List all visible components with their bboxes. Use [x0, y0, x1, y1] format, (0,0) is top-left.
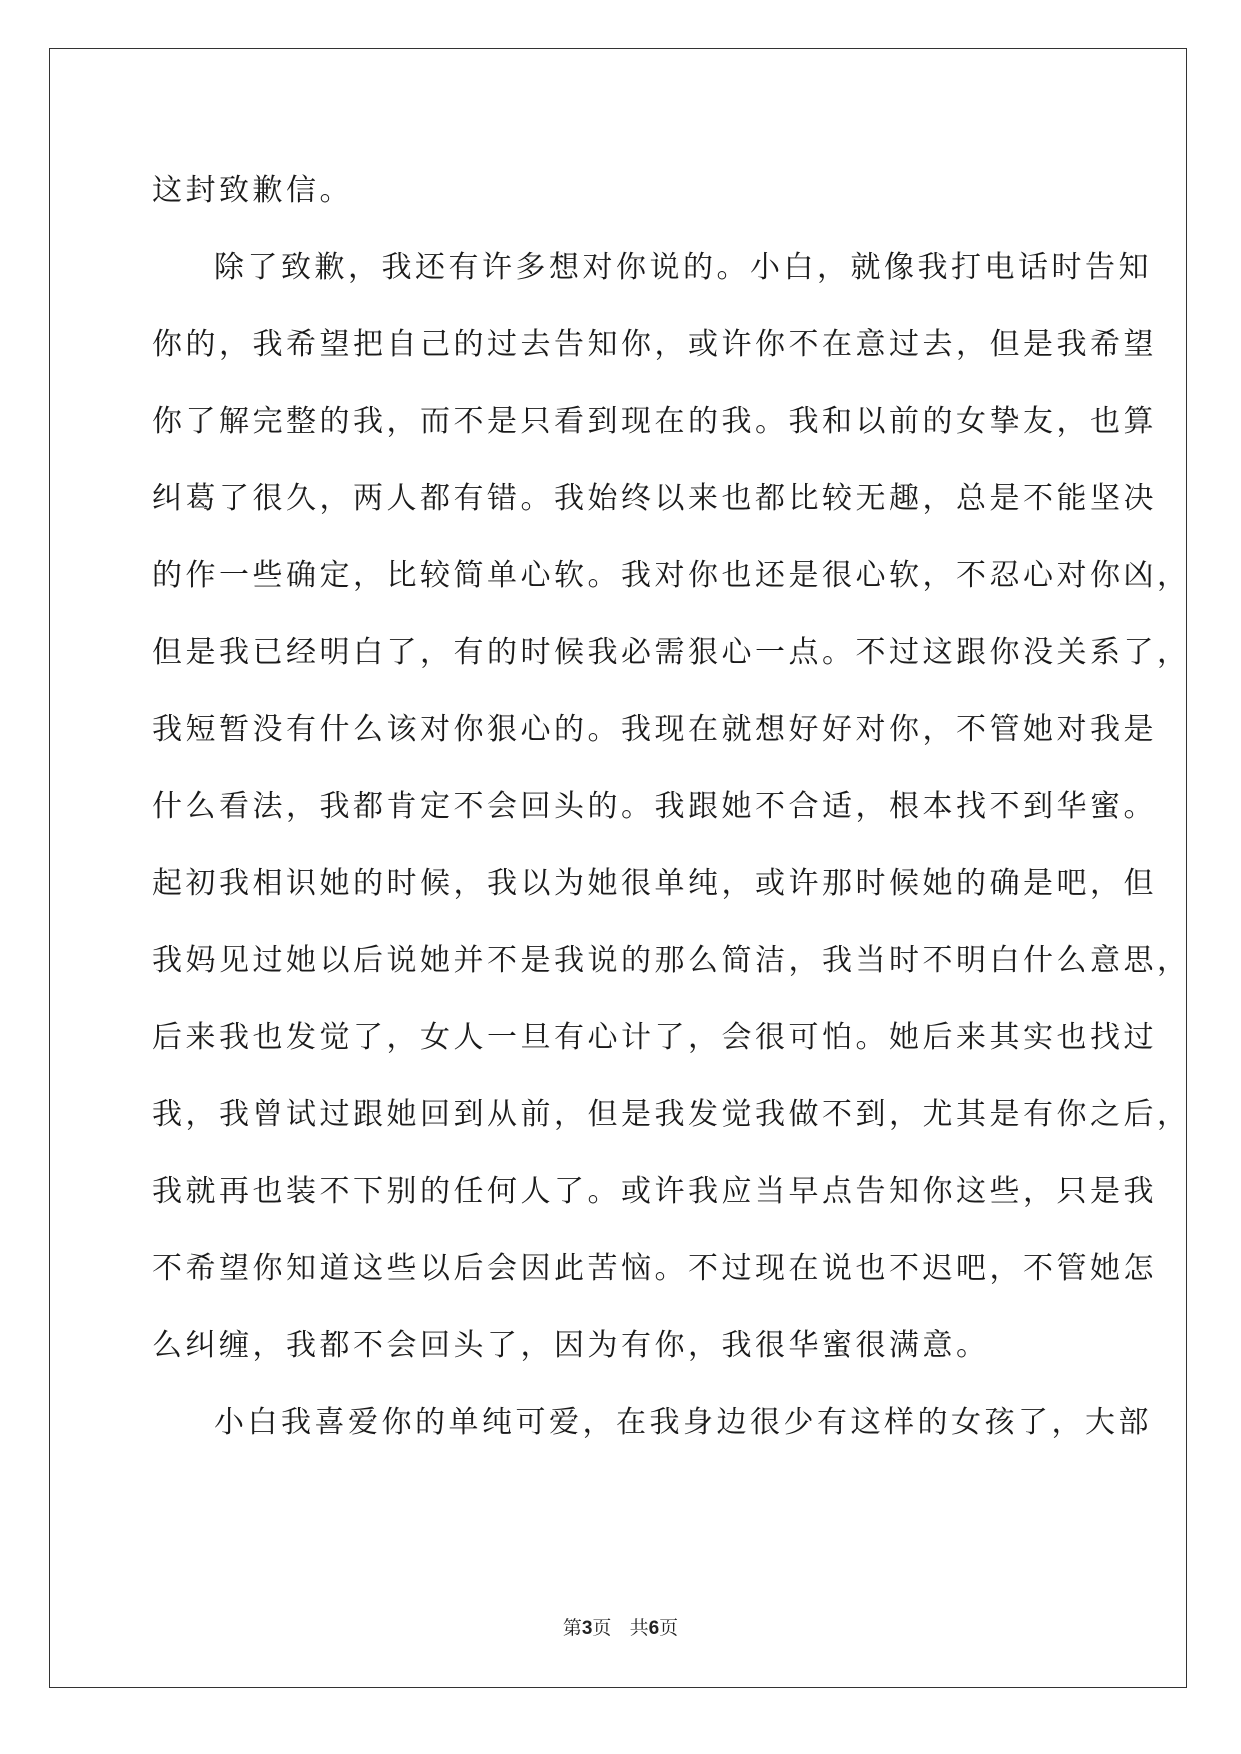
text-line: 我就再也装不下别的任何人了。或许我应当早点告知你这些，只是我 — [152, 1174, 1157, 1209]
text-line: 这封致歉信。 — [152, 173, 353, 208]
text-line: 起初我相识她的时候，我以为她很单纯，或许那时候她的确是吧，但 — [152, 866, 1157, 901]
text-line: 你的，我希望把自己的过去告知你，或许你不在意过去，但是我希望 — [152, 327, 1157, 362]
text-line: 后来我也发觉了，女人一旦有心计了，会很可怕。她后来其实也找过 — [152, 1020, 1157, 1055]
text-line: 什么看法，我都肯定不会回头的。我跟她不合适，根本找不到华蜜。 — [152, 789, 1157, 824]
text-line: 但是我已经明白了，有的时候我必需狠心一点。不过这跟你没关系了， — [152, 635, 1191, 670]
total-pages: 6 — [648, 1618, 660, 1639]
text-line: 纠葛了很久，两人都有错。我始终以来也都比较无趣，总是不能坚决 — [152, 481, 1157, 516]
page-prefix: 第 — [562, 1617, 582, 1639]
text-line: 我妈见过她以后说她并不是我说的那么简洁，我当时不明白什么意思， — [152, 943, 1191, 978]
text-line: 你了解完整的我，而不是只看到现在的我。我和以前的女挚友，也算 — [152, 404, 1157, 439]
text-line: 么纠缠，我都不会回头了，因为有你，我很华蜜很满意。 — [152, 1328, 990, 1363]
text-line: 不希望你知道这些以后会因此苦恼。不过现在说也不迟吧，不管她怎 — [152, 1251, 1157, 1286]
text-line: 的作一些确定，比较简单心软。我对你也还是很心软，不忍心对你凶， — [152, 558, 1191, 593]
total-suffix: 页 — [659, 1617, 679, 1639]
page-footer — [0, 1613, 1241, 1640]
page-suffix: 页 — [592, 1617, 612, 1639]
page-number: 3 — [581, 1618, 593, 1639]
text-line: 我短暂没有什么该对你狠心的。我现在就想好好对你，不管她对我是 — [152, 712, 1157, 747]
text-line: 我，我曾试过跟她回到从前，但是我发觉我做不到，尤其是有你之后， — [152, 1097, 1191, 1132]
paragraph-start-line: 小白我喜爱你的单纯可爱，在我身边很少有这样的女孩了，大部 — [214, 1405, 1152, 1440]
total-prefix: 共 — [629, 1617, 649, 1639]
paragraph-start-line: 除了致歉，我还有许多想对你说的。小白，就像我打电话时告知 — [214, 250, 1152, 285]
